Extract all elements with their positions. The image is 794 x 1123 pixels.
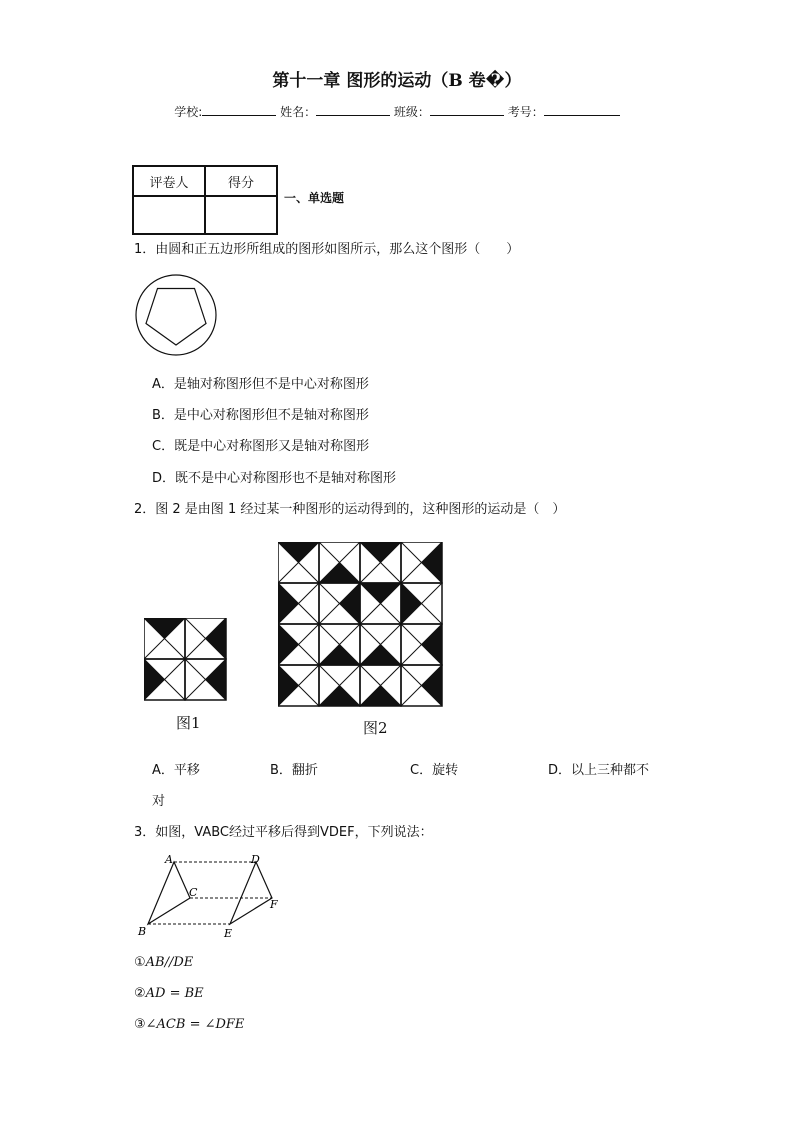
q2-figure-1 (144, 618, 230, 704)
shaded-triangle (422, 624, 443, 665)
shaded-triangle (360, 686, 401, 707)
shaded-triangle (144, 618, 185, 639)
shaded-triangle (360, 583, 401, 604)
q1-circle-pentagon-figure (134, 273, 218, 357)
statement-number: ③ (134, 1017, 146, 1032)
statement-text: ∠ACB = ∠DFE (145, 1017, 245, 1032)
reviewer-cell (133, 196, 205, 234)
statement-number: ① (134, 955, 146, 970)
name-label: 姓名： (280, 105, 317, 119)
class-blank (430, 103, 504, 116)
q3-statement-2 (134, 986, 204, 1001)
q1-option-c: C．既是中心对称图形又是轴对称图形 (152, 439, 370, 454)
q2-figure-2 (278, 542, 446, 710)
q1-stem: 1．由圆和正五边形所组成的图形如图所示，那么这个图形（ ） (134, 242, 520, 257)
section-title: 一、单选题 (284, 191, 345, 205)
q2-stem: 2．图 2 是由图 1 经过某一种图形的运动得到的，这种图形的运动是（ ） (134, 502, 566, 517)
reviewer-header: 评卷人 (133, 166, 205, 196)
fig1-label: 图1 (176, 714, 201, 732)
statement-text: AD = BE (145, 986, 204, 1001)
class-label: 班级： (393, 105, 430, 119)
shaded-triangle (360, 645, 401, 666)
statement-text: AB//DE (145, 955, 194, 970)
score-header: 得分 (205, 166, 277, 196)
shaded-triangle (278, 665, 299, 706)
circle-shape (136, 275, 216, 355)
q1-option-d: D．既不是中心对称图形也不是轴对称图形 (152, 471, 397, 486)
q2-option-d-wrap: 对 (152, 794, 166, 809)
q1-option-a: A．是轴对称图形但不是中心对称图形 (152, 377, 369, 392)
statement-number: ② (134, 986, 146, 1001)
shaded-triangle (278, 583, 299, 624)
q2-option-c: C．旋转 (410, 763, 459, 778)
shaded-triangle (319, 563, 360, 584)
shaded-triangle (206, 659, 227, 700)
q3-statement-3 (134, 1017, 244, 1032)
shaded-triangle (360, 542, 401, 563)
q3-stem: 3．如图，VABC经过平移后得到VDEF，下列说法： (134, 825, 433, 840)
fig2-grid (278, 542, 442, 706)
shaded-triangle (401, 583, 422, 624)
q2-option-a: A．平移 (152, 763, 200, 778)
number-label: 考号： (507, 105, 544, 119)
score-table (132, 165, 278, 235)
student-info-line (0, 103, 794, 120)
q2-option-d: D．以上三种都不 (548, 763, 650, 778)
shaded-triangle (278, 542, 319, 563)
point-label-c: C (189, 886, 198, 899)
q3-translation-figure (134, 852, 286, 944)
page-title: 第十一章 图形的运动（B 卷�） (272, 71, 522, 91)
shaded-triangle (206, 618, 227, 659)
triangle-abc (148, 862, 190, 924)
school-label: 学校: (174, 105, 203, 119)
shaded-triangle (319, 686, 360, 707)
fig2-label: 图2 (363, 719, 388, 737)
shaded-triangle (422, 542, 443, 583)
point-label-f: F (270, 898, 278, 911)
score-cell (205, 196, 277, 234)
point-label-b: B (138, 925, 147, 938)
shaded-triangle (319, 645, 360, 666)
shaded-triangle (422, 665, 443, 706)
pentagon-shape (146, 289, 206, 346)
number-blank (544, 103, 620, 116)
shaded-triangle (144, 659, 165, 700)
fig1-grid (144, 618, 226, 700)
point-label-a: A (165, 853, 173, 866)
shaded-triangle (340, 583, 361, 624)
point-label-e: E (224, 927, 233, 940)
shaded-triangle (278, 624, 299, 665)
name-blank (316, 103, 390, 116)
q2-option-b: B．翻折 (270, 763, 318, 778)
q1-option-b: B．是中心对称图形但不是轴对称图形 (152, 408, 369, 423)
school-blank (202, 103, 276, 116)
point-label-d: D (251, 853, 260, 866)
triangle-def (230, 862, 272, 924)
q3-statement-1 (134, 955, 193, 970)
